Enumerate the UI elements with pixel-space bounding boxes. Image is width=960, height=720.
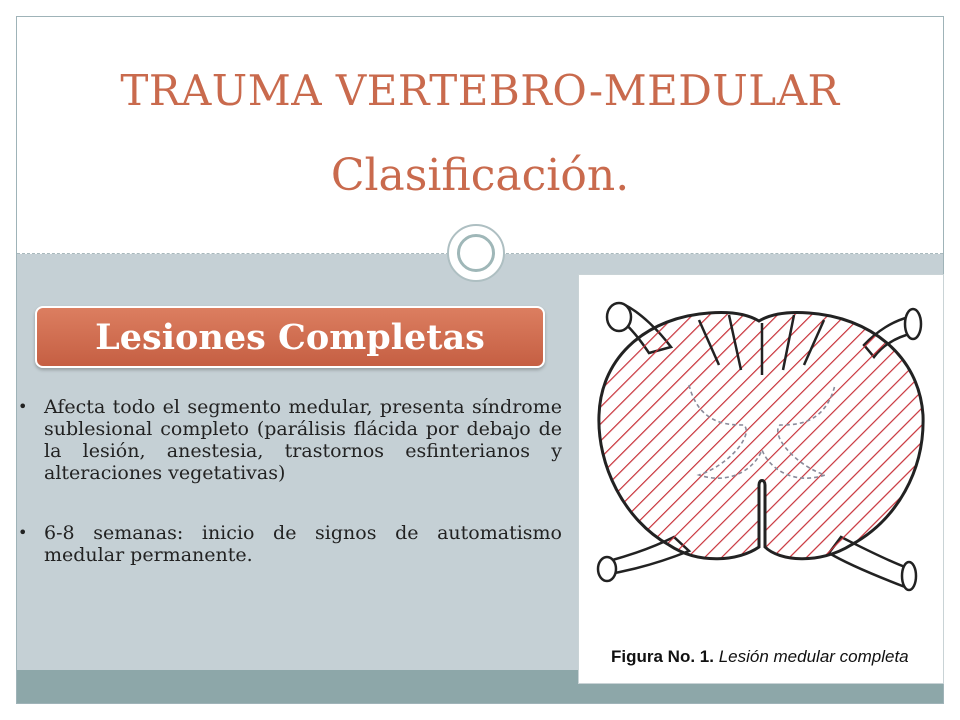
- title-area: [17, 17, 943, 253]
- section-heading-banner: Lesiones Completas: [35, 306, 545, 368]
- bullet-text: Afecta todo el segmento medular, presenta síndrome sublesional completo (parálisis flácida por debajo de la lesión, anestesia, trastornos esfinterianos y alteraciones vegetativas): [44, 396, 562, 484]
- slide-title: TRAUMA VERTEBRO-MEDULAR: [120, 66, 840, 115]
- bullet-dot-icon: •: [18, 523, 28, 542]
- bullet-item: [18, 522, 562, 566]
- bullet-text: 6-8 semanas: inicio de signos de automatismo medular permanente.: [44, 522, 562, 566]
- divider-circle-ornament: [447, 224, 505, 282]
- spinal-cord-lesion-illustration: [579, 275, 945, 685]
- figure-panel: [578, 274, 944, 684]
- slide-subtitle: Clasificación.: [330, 150, 630, 201]
- bullet-item: [18, 396, 562, 484]
- bullet-dot-icon: •: [18, 397, 28, 416]
- figure-caption: [611, 647, 909, 667]
- figure-caption-text: Lesión medular completa: [718, 647, 909, 666]
- bullet-list: [18, 396, 562, 604]
- figure-caption-label: Figura No. 1.: [611, 647, 714, 666]
